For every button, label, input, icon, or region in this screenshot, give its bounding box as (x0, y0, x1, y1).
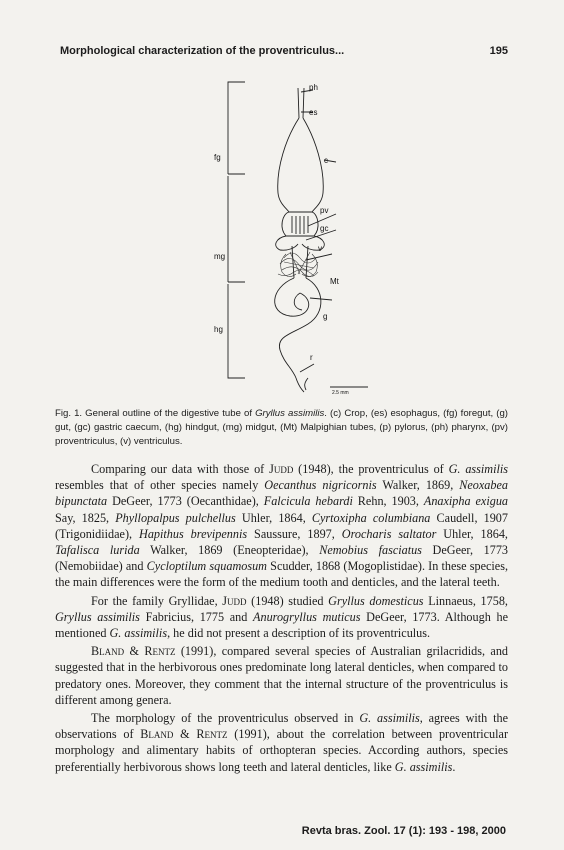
text-run: Nemobius fasciatus (319, 543, 422, 558)
hindgut-outline (275, 278, 321, 378)
text-run: DeGeer, 1773 (Oecanthidae), (107, 494, 264, 509)
text-run: Judd (222, 593, 247, 608)
page-number: 195 (489, 45, 508, 57)
digestive-tube-drawing (200, 78, 380, 398)
crop-outline (278, 118, 324, 212)
text-run: Tafalisca lurida (55, 543, 140, 558)
caption-species: Gryllus assimilis (255, 408, 325, 419)
body-text (55, 461, 508, 777)
text-run: Cyrtoxipha columbiana (311, 510, 431, 525)
text-run: Gryllus assimilis (55, 609, 140, 624)
label-ph: ph (309, 83, 318, 92)
text-run: . (452, 759, 456, 774)
scale-bar-label: 2.5 mm (332, 390, 349, 396)
text-run: Uhler, 1864, (235, 510, 312, 525)
label-r: r (310, 353, 313, 362)
caption-prefix: Fig. 1. General outline of the digestive tube of (55, 408, 256, 419)
text-run: Comparing our data with those of (91, 462, 270, 476)
text-run: Neoxabea bipunctata (55, 478, 508, 509)
label-v: v (318, 244, 322, 253)
text-run: Judd (269, 462, 294, 476)
figure-caption (55, 407, 508, 449)
text-run: Gryllus domesticus (328, 593, 424, 608)
paragraph (55, 593, 508, 642)
text-run: G. assimilis (448, 462, 508, 476)
text-run: Cycloptilum squamosum (146, 559, 267, 574)
label-pv: pv (320, 206, 329, 215)
label-fg: fg (214, 153, 221, 162)
text-run: Oecanthus nigricornis (264, 478, 377, 493)
text-run: Fabricius, 1775 and (139, 609, 254, 624)
text-run: Walker, 1869 (Eneopteridae), (139, 543, 320, 558)
text-run: Uhler, 1864, (436, 526, 508, 541)
running-header (60, 45, 508, 57)
text-run: (1948), the proventriculus of (293, 462, 449, 476)
bracket-dividers (228, 174, 245, 282)
text-run: The morphology of the proventriculus observed in (91, 711, 360, 726)
label-gc: gc (320, 224, 329, 233)
text-run: Hapithus brevipennis (139, 526, 248, 541)
text-run: & (124, 644, 145, 659)
text-run: Falcicula hebardi (263, 494, 353, 509)
text-run: , he did not present a description of its proventriculus. (167, 626, 431, 641)
digestive-tube-figure (200, 78, 380, 398)
label-Mt: Mt (330, 277, 339, 286)
running-title: Morphological characterization of the proventriculus... (60, 45, 345, 57)
text-run: G. assimilis (359, 711, 420, 726)
text-run: Bland (140, 727, 174, 742)
text-run: Anaxipha exigua (423, 494, 509, 509)
malpighian-tubes (278, 252, 318, 277)
text-run: , agrees with the observations of (55, 711, 508, 742)
text-run: Linnaeus, 1758, (423, 593, 508, 608)
label-c: c (324, 156, 328, 165)
text-run: For the family Gryllidae, (91, 593, 223, 608)
label-hg: hg (214, 325, 223, 334)
text-run: DeGeer, 1773 (Nemobiidae) and (55, 543, 509, 574)
text-run: DeGeer, 1773. Although he mentioned (55, 609, 508, 641)
text-run: Walker, 1869, (376, 478, 460, 493)
text-run: G. assimilis (109, 626, 168, 641)
text-run: & (173, 727, 197, 742)
label-g: g (323, 312, 328, 321)
text-run: (1948) studied (246, 593, 329, 608)
text-run: Saussure, 1897, (247, 526, 342, 541)
text-run: Caudell, 1907 (Trigonidiidae), (55, 510, 508, 541)
label-es: es (309, 108, 318, 117)
text-run: Anurogryllus muticus (253, 609, 361, 624)
label-mg: mg (214, 252, 226, 261)
bracket-line (228, 82, 245, 378)
text-run: (1991), about the correlation between proventricular morphology and alimentary habits of orthopteran species. According authors, species preferentially herbivorous shows long teeth and lateral denticles, like (55, 727, 508, 774)
text-run: Scudder, 1868 (Mogoplistidae). In these species, the main differences were the form of the medium tooth and denticles, and the lateral teeth. (55, 559, 508, 590)
text-run: Orocharis saltator (341, 526, 437, 541)
journal-citation: Revta bras. Zool. 17 (1): 193 - 198, 2000 (301, 825, 506, 837)
text-run: G. assimilis (394, 759, 453, 774)
text-run: (1991), compared several species of Australian grilacridids, and suggested that in the herbivorous ones predominate long lateral denticles, when compared to predatory ones. Moreover, they comment that the internal structure of the proventriculus is different among genera. (55, 644, 509, 707)
paragraph (55, 461, 508, 591)
text-run: Bland (91, 644, 125, 659)
text-run: Rentz (196, 727, 228, 742)
caption-rest: . (c) Crop, (es) esophagus, (fg) foregut, (g) gut, (gc) gastric caecum, (hg) hindgut, (mg) midgut, (Mt) Malpighian tubes, (p) pylorus, (ph) pharynx, (pv) proventriculus, (v) ventriculus. (55, 408, 509, 447)
paragraph (55, 643, 508, 708)
text-run: Rentz (144, 644, 176, 659)
text-run: resembles that of other species namely (55, 478, 265, 493)
text-run: Phyllopalpus pulchellus (115, 510, 236, 525)
text-run: Say, 1825, (55, 510, 116, 525)
paragraph (55, 710, 508, 775)
text-run: Rehn, 1903, (352, 494, 424, 509)
